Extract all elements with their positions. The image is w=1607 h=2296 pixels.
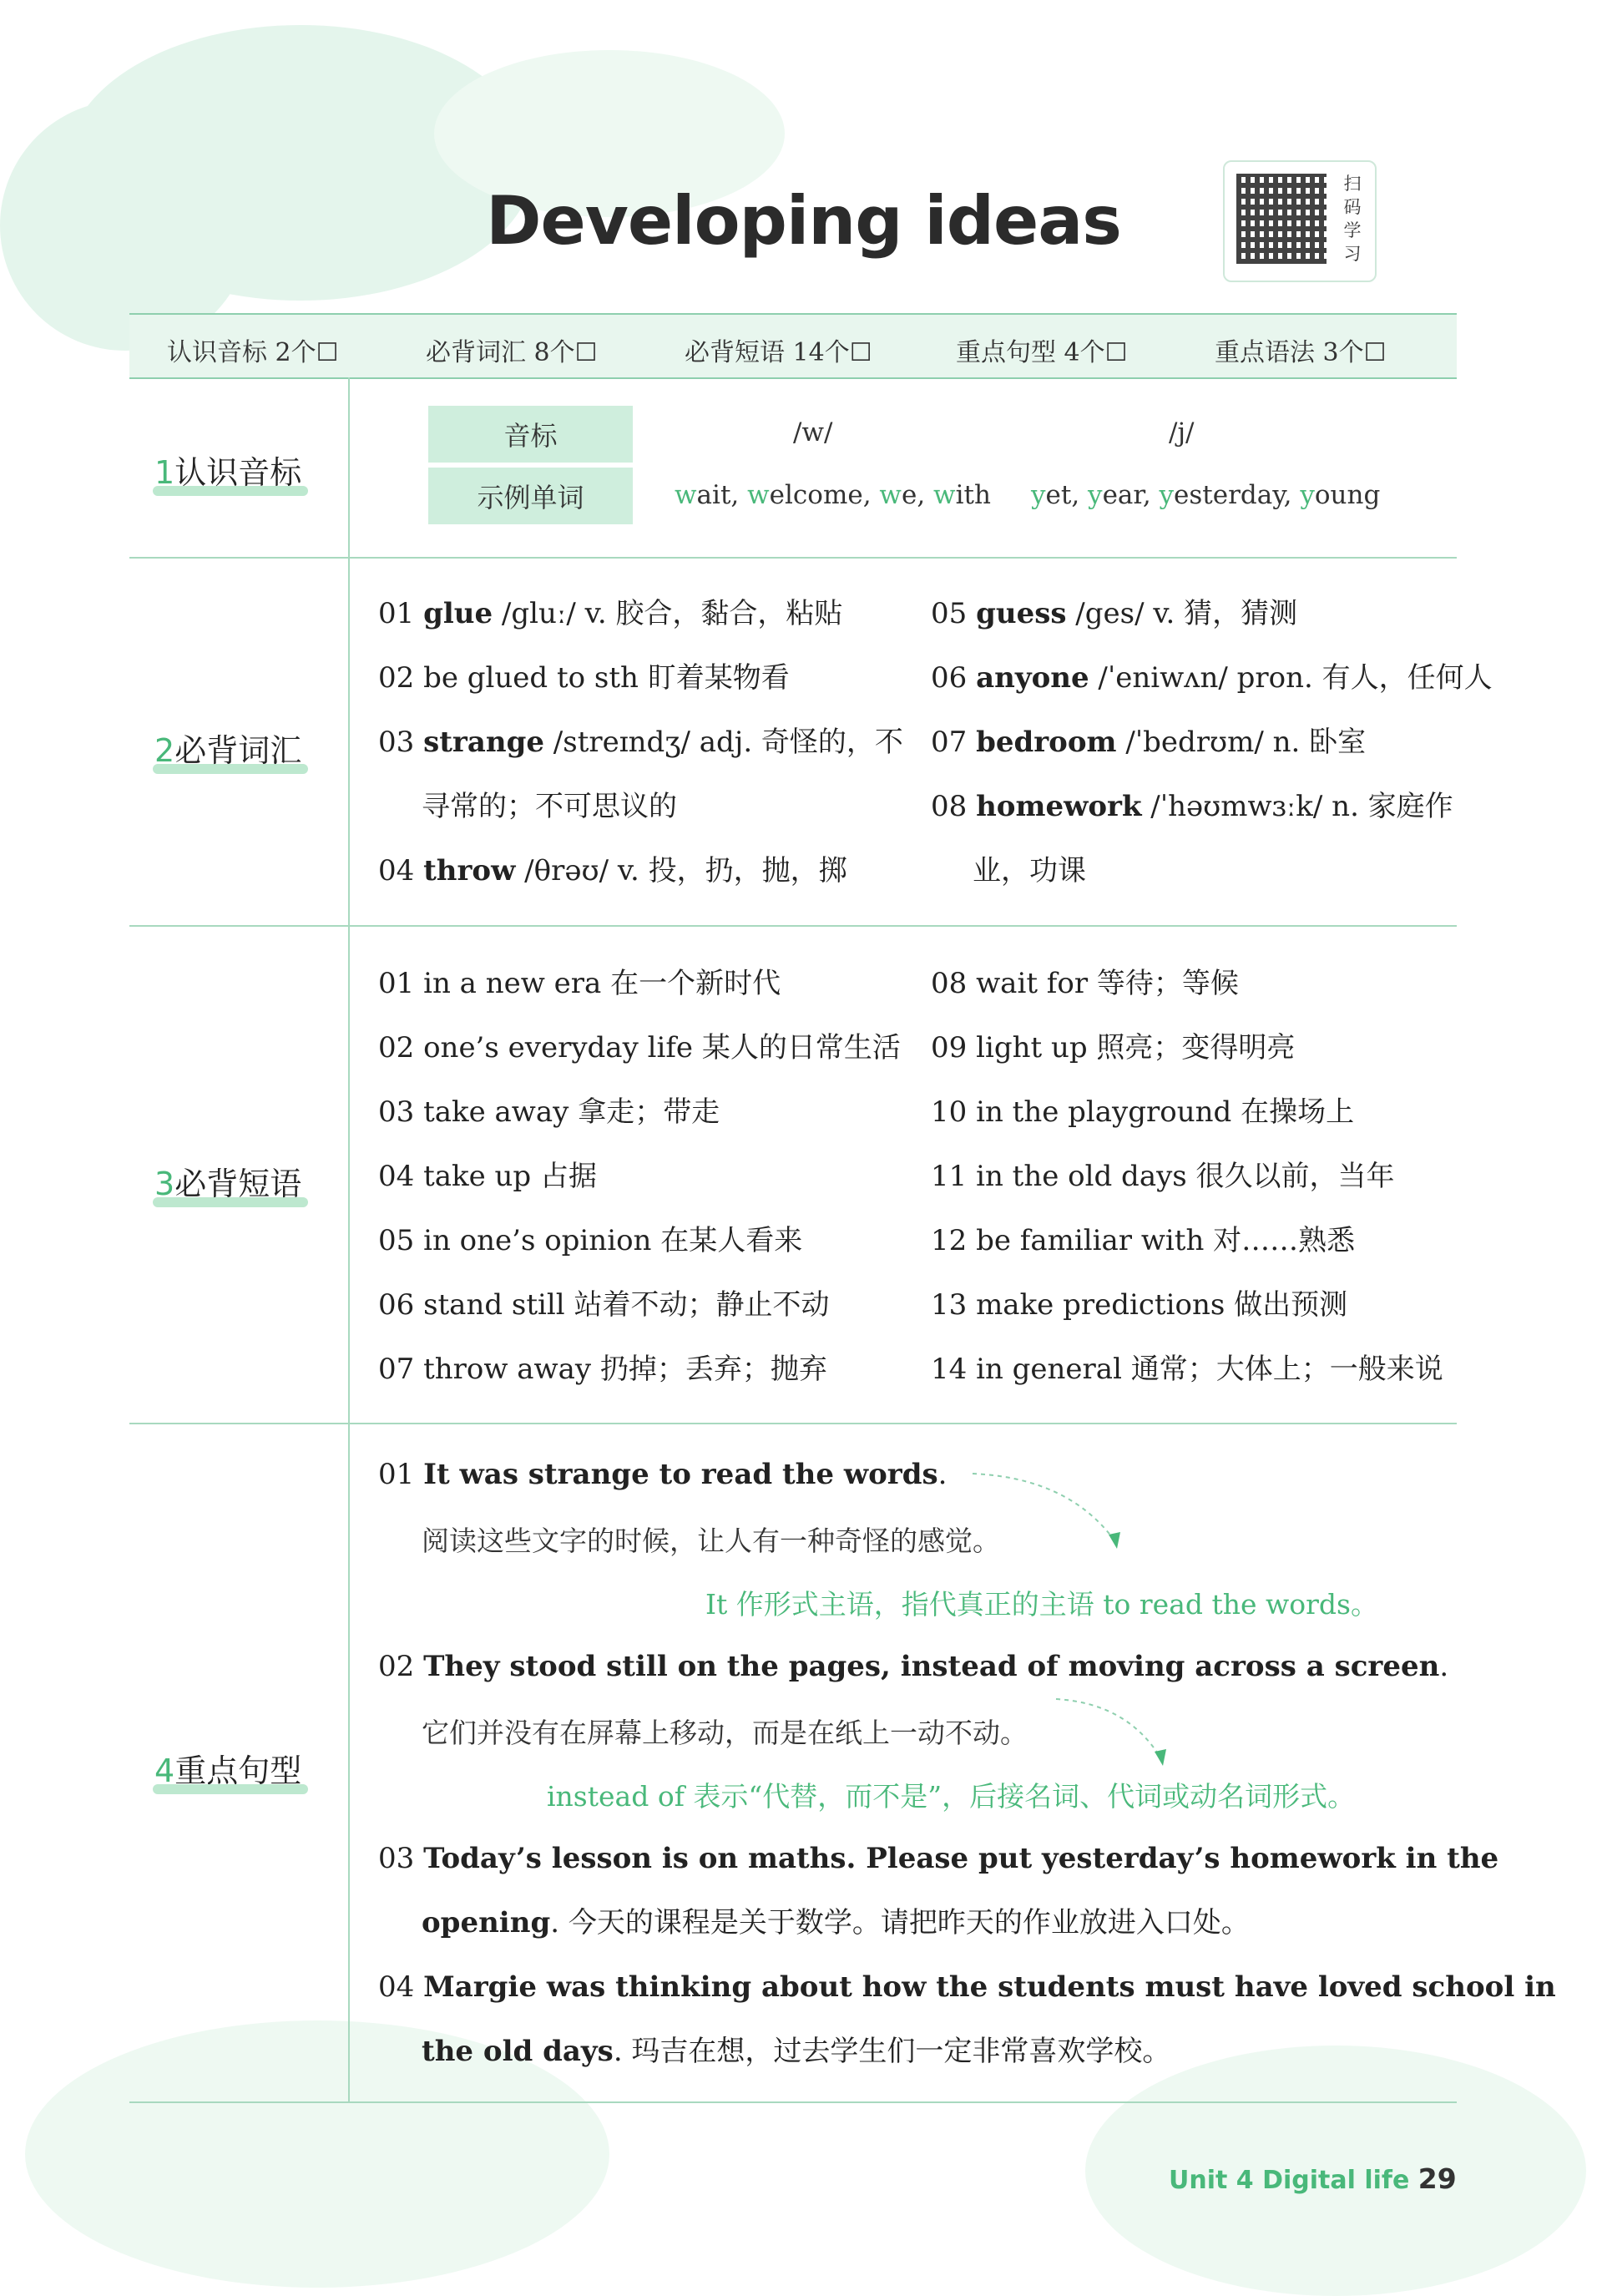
divider <box>129 925 1457 927</box>
sentence-chinese: 它们并没有在屏幕上移动，而是在纸上一动不动。 <box>422 1717 1028 1749</box>
sentence-english: opening. 今天的课程是关于数学。请把昨天的作业放进入口处。 <box>422 1906 1250 1939</box>
phrase-item: 03 take away 拿走；带走 <box>378 1095 720 1129</box>
section-label-sentences: 4重点句型 <box>154 1745 301 1791</box>
arrow-icon <box>968 1469 1135 1561</box>
summary-item: 重点句型 4个☐ <box>956 338 1128 367</box>
qr-code-panel[interactable] <box>1223 160 1377 282</box>
phrase-item: 08 wait for 等待；等候 <box>931 967 1239 1000</box>
vocab-item: 06 anyone /ˈeniwʌn/ pron. 有人，任何人 <box>931 661 1493 695</box>
section-label-vocab: 2必背词汇 <box>154 725 301 771</box>
sentence-english: 01 It was strange to read the words. <box>378 1458 948 1491</box>
phonics-header-symbol: 音标 <box>428 406 633 463</box>
sentence-chinese: 阅读这些文字的时候，让人有一种奇怪的感觉。 <box>422 1525 1000 1557</box>
phrase-item: 12 be familiar with 对……熟悉 <box>931 1224 1356 1257</box>
column-divider <box>348 377 350 2101</box>
vocab-item: 03 strange /streɪndʒ/ adj. 奇怪的，不 <box>378 726 903 759</box>
grammar-note: instead of 表示“代替，而不是”，后接名词、代词或动名词形式。 <box>547 1780 1356 1813</box>
phrase-item: 06 stand still 站着不动；静止不动 <box>378 1288 830 1322</box>
phrase-item: 04 take up 占据 <box>378 1160 598 1193</box>
vocab-item: 08 homework /ˈhəʊmwɜːk/ n. 家庭作 <box>931 790 1453 823</box>
phonics-symbol: /w/ <box>793 417 833 448</box>
summary-item: 认识音标 2个☐ <box>167 338 339 367</box>
sentence-english: the old days. 玛吉在想，过去学生们一定非常喜欢学校。 <box>422 2035 1171 2068</box>
sentence-english: 04 Margie was thinking about how the students must have loved school in <box>378 1970 1556 2004</box>
summary-item: 必背短语 14个☐ <box>685 338 872 367</box>
phonics-example-words: wait, welcome, we, with <box>675 480 991 510</box>
phonics-symbol: /j/ <box>1169 417 1195 448</box>
divider <box>129 557 1457 559</box>
vocab-item: 07 bedroom /ˈbedrʊm/ n. 卧室 <box>931 726 1367 759</box>
vocab-item: 05 guess /ges/ v. 猜，猜测 <box>931 597 1298 630</box>
phonics-header-words: 示例单词 <box>428 468 633 524</box>
summary-item: 重点语法 3个☐ <box>1215 338 1387 367</box>
phrase-item: 10 in the playground 在操场上 <box>931 1095 1355 1129</box>
phrase-item: 14 in general 通常；大体上；一般来说 <box>931 1353 1443 1386</box>
vocab-item: 业，功课 <box>973 854 1086 888</box>
phrase-item: 05 in one’s opinion 在某人看来 <box>378 1224 803 1257</box>
phrase-item: 13 make predictions 做出预测 <box>931 1288 1348 1322</box>
phrase-item: 09 light up 照亮；变得明亮 <box>931 1031 1296 1065</box>
vocab-item: 寻常的；不可思议的 <box>422 790 677 823</box>
section-label-phrases: 3必背短语 <box>154 1158 301 1204</box>
divider <box>129 1423 1457 1424</box>
page-footer <box>1169 2162 1457 2195</box>
qr-code-icon[interactable] <box>1236 174 1327 264</box>
phrase-item: 07 throw away 扔掉；丢弃；抛弃 <box>378 1353 827 1386</box>
vocab-item: 04 throw /θrəʊ/ v. 投，扔，抛，掷 <box>378 854 847 888</box>
qr-label: 扫 码 学 习 <box>1343 174 1362 264</box>
grammar-note: It 作形式主语，指代真正的主语 to read the words。 <box>705 1588 1378 1621</box>
unit-label: Unit 4 Digital life <box>1169 2166 1410 2195</box>
phonics-example-words: yet, year, yesterday, young <box>1031 480 1381 510</box>
vocab-item: 01 glue /gluː/ v. 胶合，黏合，粘贴 <box>378 597 843 630</box>
vocab-item: 02 be glued to sth 盯着某物看 <box>378 661 790 695</box>
phrase-item: 11 in the old days 很久以前，当年 <box>931 1160 1395 1193</box>
sentence-english: 03 Today’s lesson is on maths. Please put yesterday’s homework in the <box>378 1842 1499 1875</box>
phrase-item: 01 in a new era 在一个新时代 <box>378 967 781 1000</box>
phrase-item: 02 one’s everyday life 某人的日常生活 <box>378 1031 901 1065</box>
page-title: Developing ideas <box>486 182 1121 260</box>
summary-item: 必背词汇 8个☐ <box>426 338 598 367</box>
page-number: 29 <box>1417 2162 1457 2195</box>
divider <box>129 2101 1457 2103</box>
arrow-icon <box>1052 1695 1185 1778</box>
summary-bar <box>129 313 1457 379</box>
section-label-phonics: 1认识音标 <box>154 447 301 493</box>
sentence-english: 02 They stood still on the pages, instead of moving across a screen. <box>378 1650 1449 1683</box>
